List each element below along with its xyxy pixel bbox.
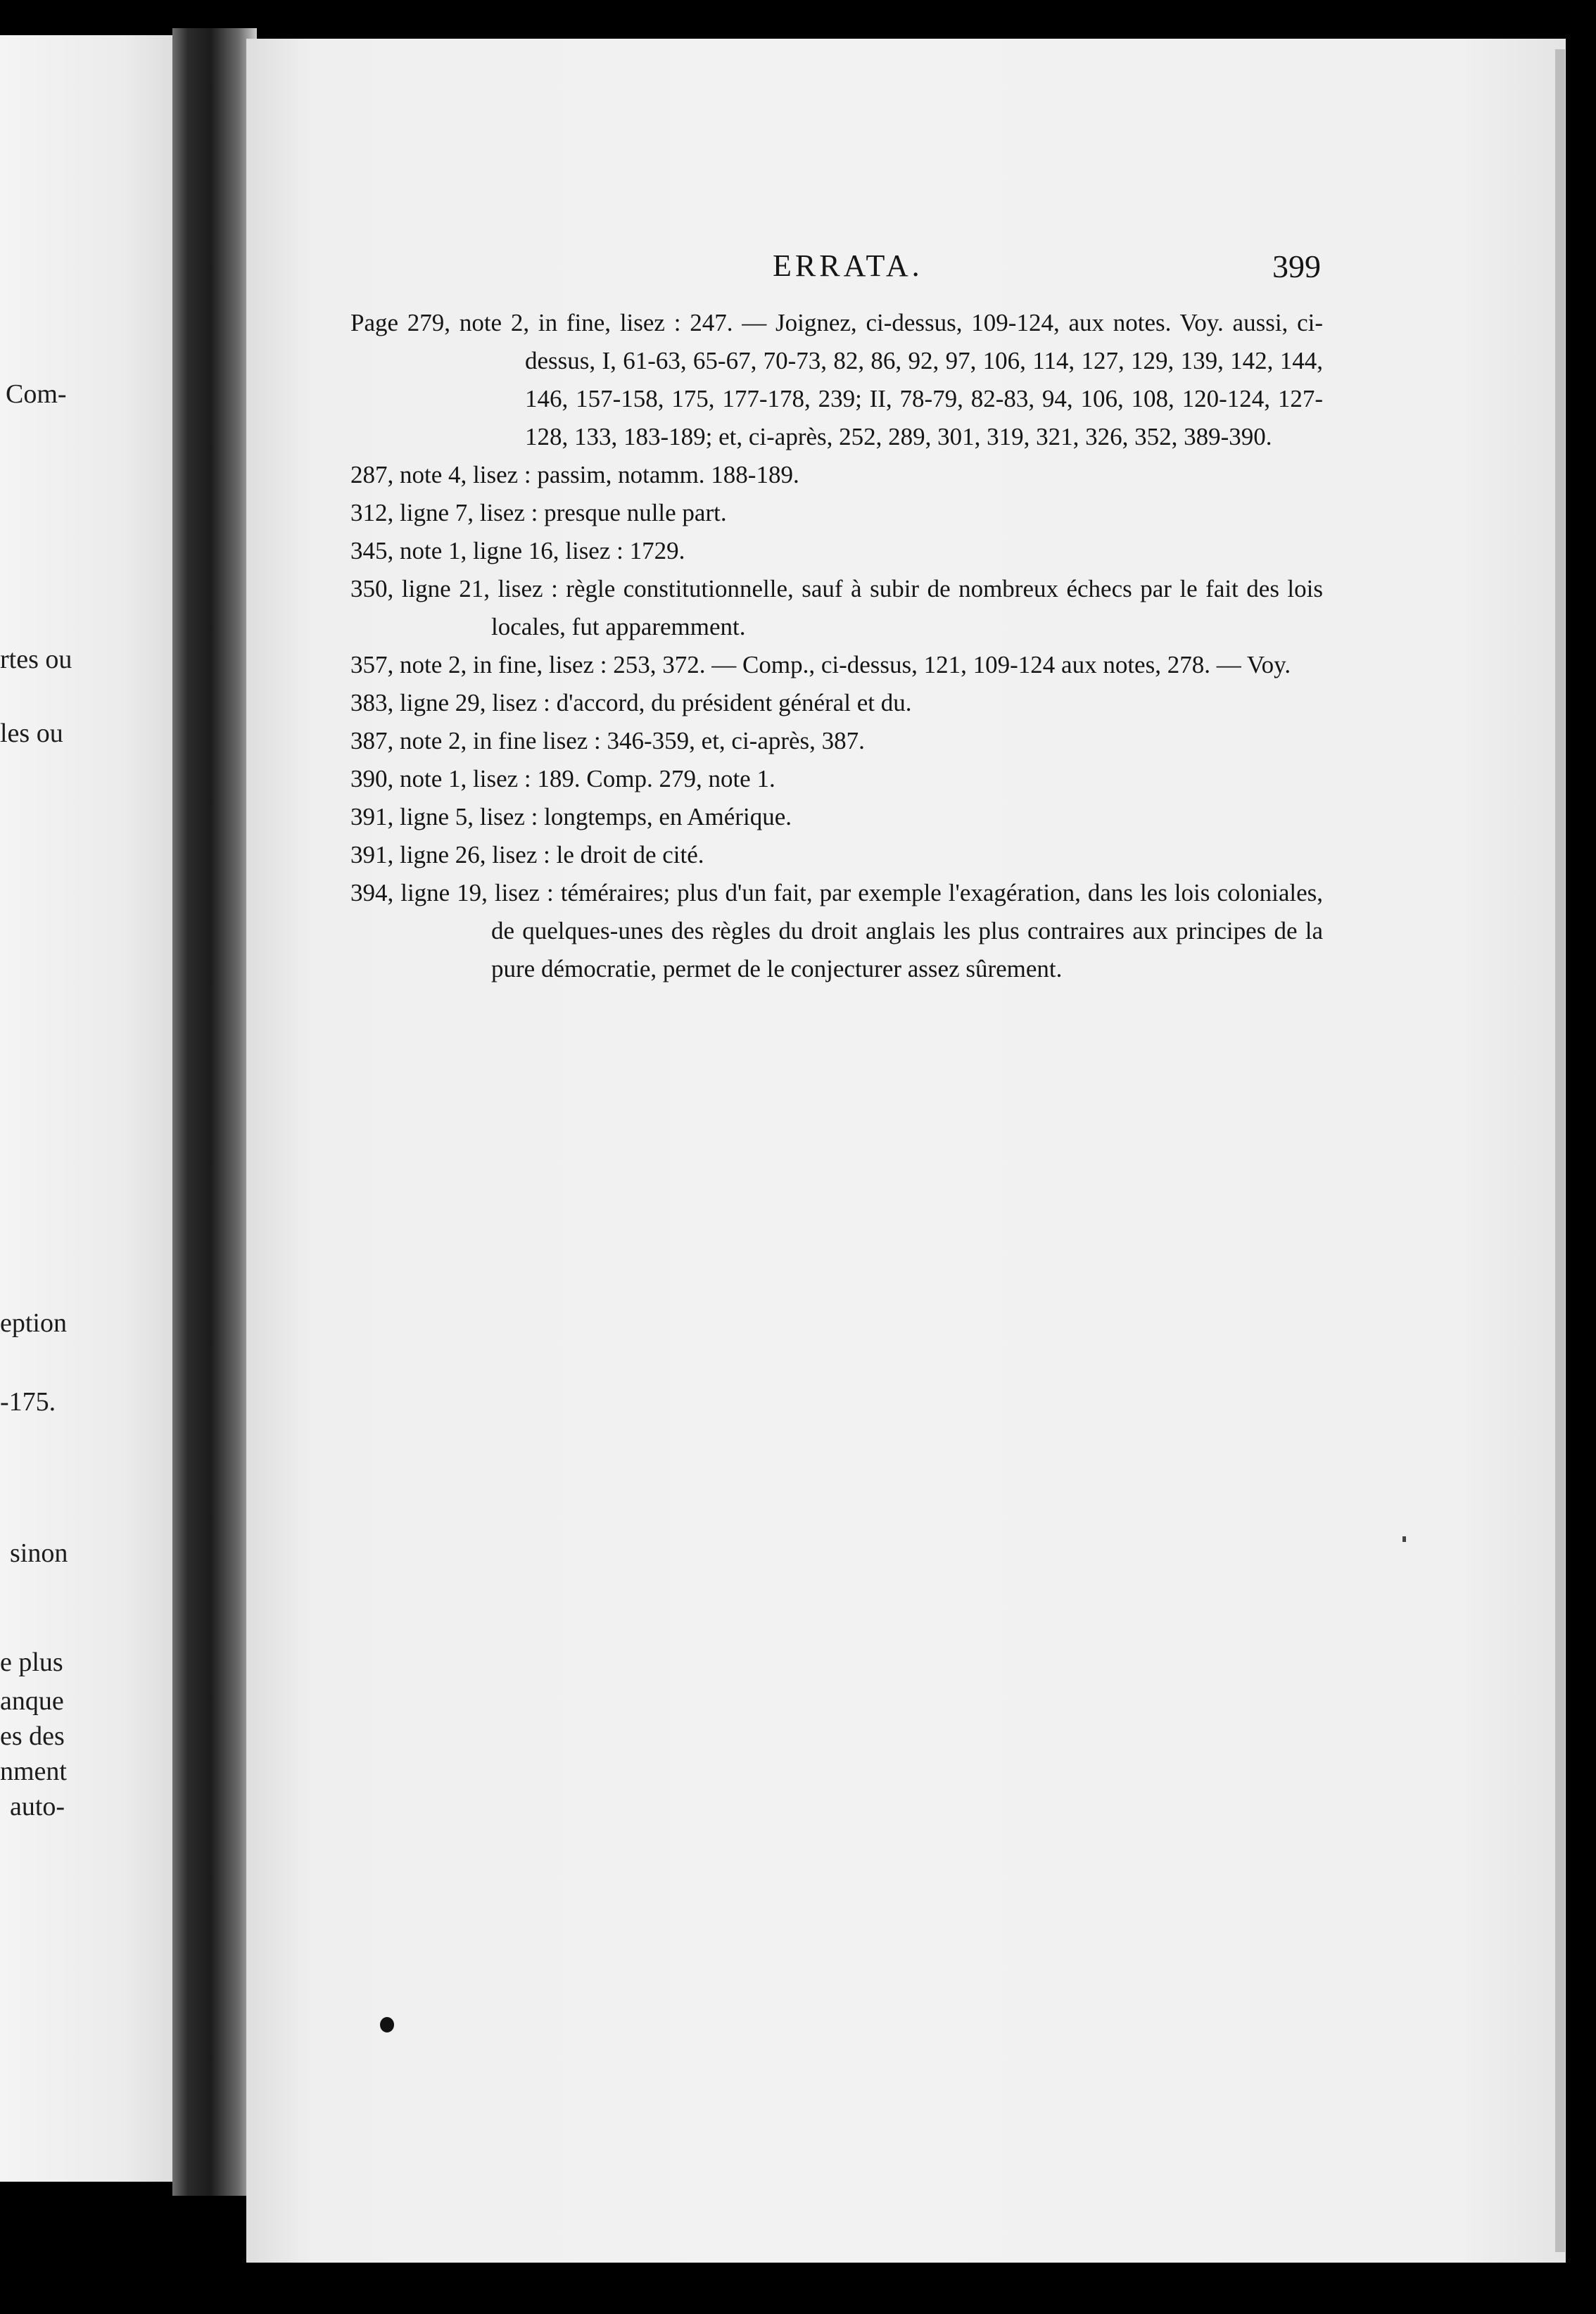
errata-entry: 312, ligne 7, lisez : presque nulle part. <box>350 499 727 526</box>
ink-spot <box>380 2017 394 2032</box>
left-page-fragment: sinon <box>10 1538 68 1568</box>
page-edge <box>1555 49 1565 2252</box>
errata-entry: 391, ligne 26, lisez : le droit de cité. <box>350 841 704 868</box>
left-page-fragment: es des <box>0 1721 65 1751</box>
errata-entry: 387, note 2, in fine lisez : 346-359, et, ci-après, 387. <box>350 727 865 754</box>
left-page-fragment: anque <box>0 1686 64 1716</box>
left-page <box>0 35 179 2182</box>
errata-entry: 350, ligne 21, lisez : règle constitutionnelle, sauf à subir de nombreux échecs par le fait des lois locales, fut apparemment. <box>350 575 1323 640</box>
errata-entry: 345, note 1, ligne 16, lisez : 1729. <box>350 537 685 564</box>
left-page-fragment: eption <box>0 1308 67 1338</box>
page-number: 399 <box>1272 248 1321 284</box>
book-gutter <box>172 28 257 2196</box>
page-title: ERRATA. <box>773 248 923 283</box>
errata-list <box>350 304 1323 988</box>
left-page-fragment: rtes ou <box>0 645 72 674</box>
errata-entry: 383, ligne 29, lisez : d'accord, du président général et du. <box>350 689 912 716</box>
left-page-fragment: nment <box>0 1757 67 1786</box>
left-page-fragment: -175. <box>0 1387 56 1417</box>
left-page-fragment: auto- <box>10 1792 65 1821</box>
errata-entry: 394, ligne 19, lisez : téméraires; plus d'un fait, par exemple l'exagération, dans les lois coloniales, de quelques-unes des règles du droit anglais les plus contraires aux principes de la pure démocratie, permet de le conjecturer assez sûrement. <box>350 879 1323 982</box>
ink-mark <box>1402 1536 1406 1542</box>
left-page-fragment: Com- <box>6 379 67 409</box>
errata-entry: 357, note 2, in fine, lisez : 253, 372. — Comp., ci-dessus, 121, 109-124 aux notes, 278. — Voy. <box>350 651 1291 678</box>
errata-entry: Page 279, note 2, in fine, lisez : 247. — Joignez, ci-dessus, 109-124, aux notes. Voy. aussi, ci-dessus, I, 61-63, 65-67, 70-73, 82, 86, 92, 97, 106, 114, 127, 129, 139, 142, 144, 146, 157-158, 175, 177-178, 239; II, 78-79, 82-83, 94, 106, 108, 120-124, 127-128, 133, 183-189; et, ci-après, 252, 289, 301, 319, 321, 326, 352, 389-390. <box>350 309 1323 450</box>
errata-entry: 390, note 1, lisez : 189. Comp. 279, note 1. <box>350 765 775 792</box>
errata-entry: 287, note 4, lisez : passim, notamm. 188-189. <box>350 461 799 488</box>
left-page-fragment: e plus <box>0 1648 63 1677</box>
errata-entry: 391, ligne 5, lisez : longtemps, en Amérique. <box>350 803 792 830</box>
left-page-fragment: les ou <box>0 719 63 748</box>
